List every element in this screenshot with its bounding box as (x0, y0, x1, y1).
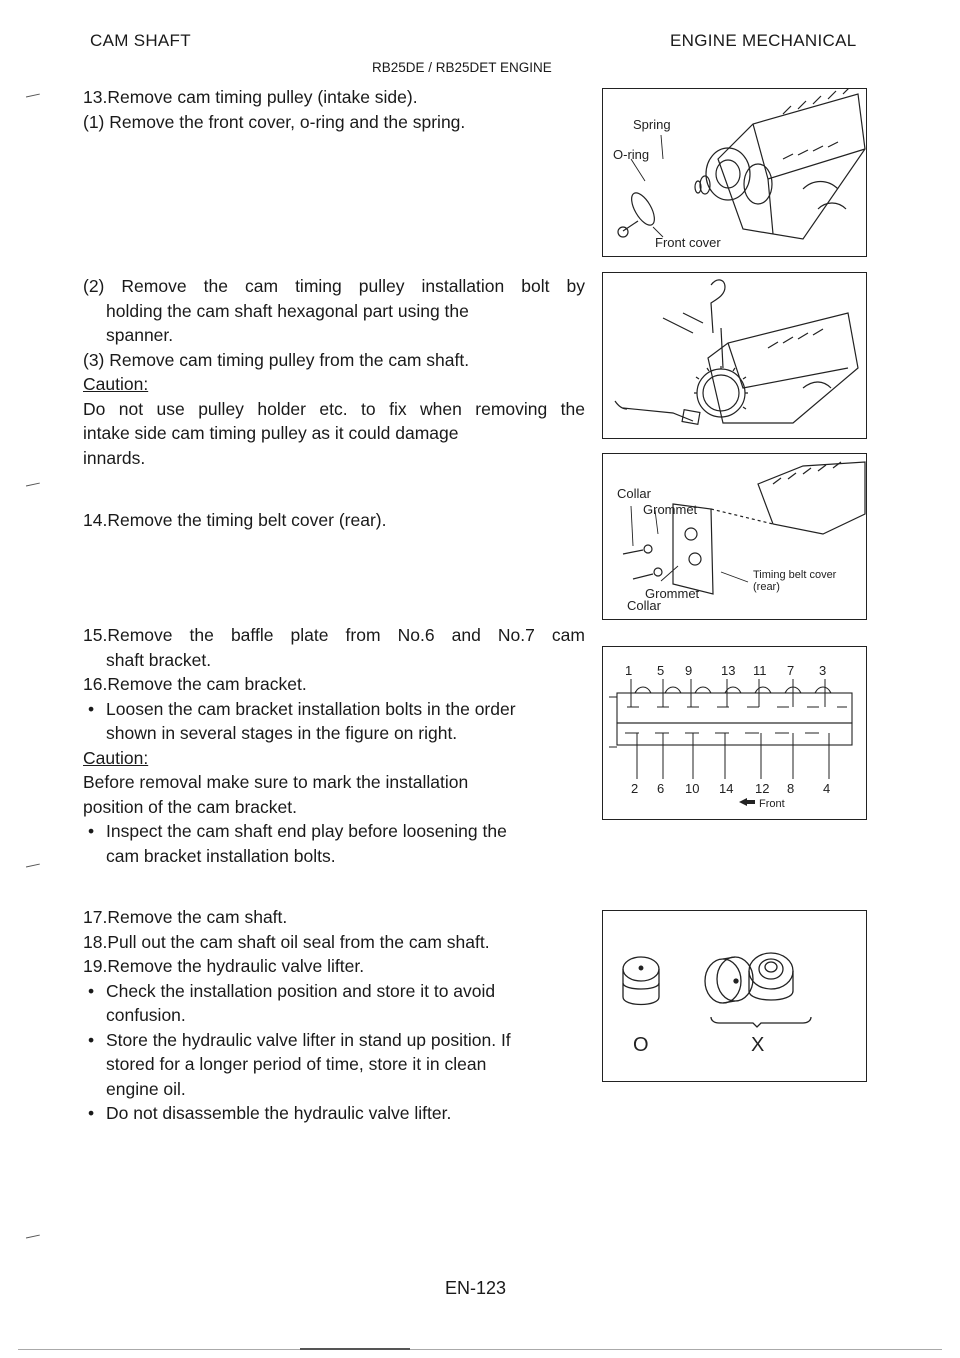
step-19-bullet-2a (83, 1028, 585, 1053)
footer-rule-bold (300, 1348, 410, 1350)
label-timing-cover-rear: (rear) (753, 581, 780, 593)
bolt-number-top: 1 (625, 663, 633, 678)
top-bolt-numbers (625, 663, 826, 678)
bullet-text: Store the hydraulic valve lifter in stand up position. If (106, 1029, 511, 1050)
bolt-leader-lines (631, 679, 829, 779)
step-19-bullet-2b: stored for a longer period of time, store it in clean (106, 1054, 487, 1074)
label-front: Front (759, 798, 785, 810)
page-number: EN-123 (445, 1278, 507, 1298)
bullet: • (88, 1029, 95, 1050)
step-13-2a: (2) Remove the cam timing pulley installation bolt by (83, 276, 585, 296)
bolt-number-bottom: 4 (823, 781, 831, 796)
figure-front-cover-removal (602, 88, 867, 257)
bolt-number-top: 13 (721, 663, 736, 678)
margin-mark (26, 483, 40, 488)
bolt-number-bottom: 14 (719, 781, 734, 796)
bolt-number-bottom: 12 (755, 781, 770, 796)
step-19-bullet-1a (83, 979, 585, 1004)
bolt-number-top: 5 (657, 663, 665, 678)
caution-2a: Before removal make sure to mark the installation (83, 772, 469, 792)
label-collar-bottom: Collar (627, 598, 661, 613)
front-arrow-icon (739, 798, 755, 806)
step-13-title: 13.Remove cam timing pulley (intake side). (83, 87, 418, 107)
label-oring: O-ring (613, 147, 650, 162)
step-13-2c: spanner. (106, 325, 174, 345)
bullet: • (88, 1103, 95, 1123)
margin-mark (26, 94, 40, 99)
label-ok: O (633, 1034, 649, 1056)
engine-label: RB25DE / RB25DET ENGINE (372, 60, 552, 75)
bullet: • (88, 980, 95, 1001)
caution-1a: Do not use pulley holder etc. to fix when removing the (83, 398, 585, 419)
footer-rule (18, 1349, 942, 1350)
label-grommet-bottom: Grommet (645, 586, 700, 601)
caution-1b: intake side cam timing pulley as it could damage (83, 423, 459, 443)
figure-lifter-storage (602, 910, 867, 1082)
margin-mark (26, 1235, 40, 1240)
label-collar-top: Collar (617, 486, 651, 501)
label-timing-cover: Timing belt cover (753, 569, 837, 581)
bullet: • (88, 821, 95, 841)
caution-label: Caution: (83, 374, 149, 394)
bolt-number-top: 3 (819, 663, 827, 678)
step-19-bullet-2c: engine oil. (106, 1078, 186, 1099)
front-cover-illustration (603, 89, 866, 256)
bolt-order-diagram (603, 647, 866, 819)
bullet-text: Check the installation position and store it to avoid (106, 980, 496, 1001)
bolt-number-bottom: 10 (685, 781, 700, 796)
step-13 (83, 85, 583, 134)
section-title: CAM SHAFT (90, 31, 191, 50)
step-16-bullet-2a (83, 819, 585, 844)
bolt-number-bottom: 8 (787, 781, 795, 796)
figure-bolt-loosening-order (602, 646, 867, 820)
step-16-bullet-1b: shown in several stages in the figure on right. (106, 723, 458, 743)
chapter-title: ENGINE MECHANICAL (670, 31, 857, 50)
bullet-text: Inspect the cam shaft end play before loosening the (106, 821, 507, 841)
step-15b: shaft bracket. (106, 649, 212, 670)
bullet-text: Do not disassemble the hydraulic valve lifter. (106, 1103, 452, 1123)
margin-mark (26, 864, 40, 869)
bottom-bolt-numbers (631, 781, 830, 796)
step-14 (83, 508, 583, 533)
bolt-number-bottom: 6 (657, 781, 665, 796)
bolt-number-bottom: 2 (631, 781, 639, 796)
label-front-cover: Front cover (655, 235, 721, 250)
caution-2b: position of the cam bracket. (83, 796, 297, 817)
step-19-bullet-3 (83, 1101, 585, 1126)
step-15a: 15.Remove the baffle plate from No.6 and No.7 cam (83, 625, 585, 645)
bullet-text: Loosen the cam bracket installation bolts in the order (106, 698, 516, 719)
label-grommet-top: Grommet (643, 502, 698, 517)
step-17-19 (83, 905, 585, 1126)
timing-cover-illustration (603, 454, 866, 619)
bolt-number-top: 9 (685, 663, 693, 678)
figure-timing-belt-cover-rear (602, 453, 867, 620)
pulley-bolt-illustration (603, 273, 866, 438)
step-13-cont (83, 274, 585, 470)
step-16: 16.Remove the cam bracket. (83, 674, 307, 694)
label-spring: Spring (633, 117, 671, 132)
step-13-1: (1) Remove the front cover, o-ring and the spring. (83, 111, 466, 132)
bolt-number-top: 11 (753, 663, 767, 678)
caution-1c: innards. (83, 447, 146, 468)
step-13-3: (3) Remove cam timing pulley from the cam shaft. (83, 349, 470, 370)
caution-label: Caution: (83, 747, 149, 768)
step-15-16 (83, 623, 585, 868)
step-19: 19.Remove the hydraulic valve lifter. (83, 956, 365, 976)
step-18: 18.Pull out the cam shaft oil seal from the cam shaft. (83, 931, 490, 952)
step-19-bullet-1b: confusion. (106, 1005, 186, 1025)
step-14-text: 14.Remove the timing belt cover (rear). (83, 510, 387, 530)
figure-pulley-bolt-removal (602, 272, 867, 439)
step-16-bullet-2b: cam bracket installation bolts. (106, 845, 336, 866)
bullet: • (88, 698, 95, 719)
step-16-bullet-1a (83, 697, 585, 722)
step-17: 17.Remove the cam shaft. (83, 907, 288, 927)
lifter-storage-illustration (603, 911, 866, 1081)
label-ng: X (751, 1034, 765, 1056)
step-13-2b: holding the cam shaft hexagonal part using the (106, 300, 469, 321)
bolt-number-top: 7 (787, 663, 795, 678)
